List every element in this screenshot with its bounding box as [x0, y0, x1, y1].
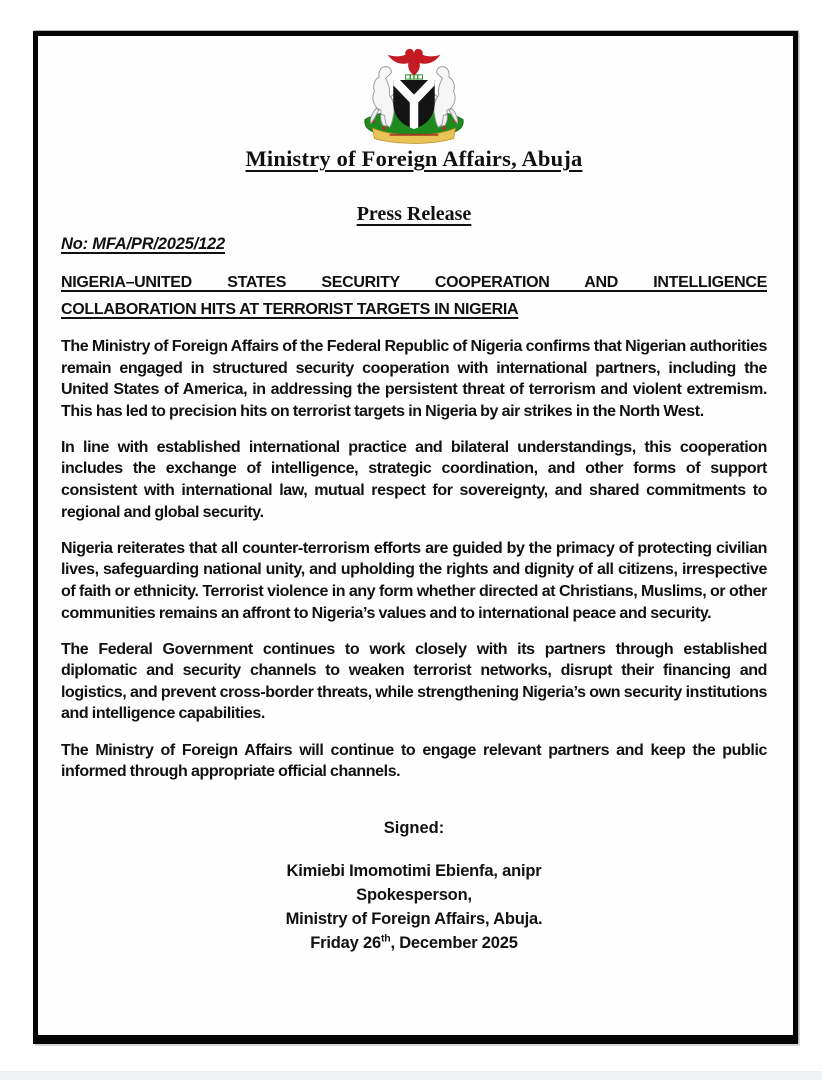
press-release-frame — [33, 31, 798, 1044]
paragraph-3: Nigeria reiterates that all counter-terrorism efforts are guided by the primacy of protecting civilian lives, safeguarding national unity, and upholding the rights and dignity of all citizens, irrespective of faith or ethnicity. Terrorist violence in any form whether directed at Christians, Muslims, or other communities remains an affront to Nigeria’s values and to international peace and security. — [61, 539, 767, 622]
headline-line-1: NIGERIA–UNITED STATES SECURITY COOPERATION AND INTELLIGENCE — [61, 274, 767, 291]
page-title: Ministry of Foreign Affairs, Abuja — [245, 146, 583, 171]
reference-number: No: MFA/PR/2025/122 — [61, 235, 226, 253]
paragraph-2: In line with established international practice and bilateral understandings, this cooperation includes the exchange of intelligence, strategic coordination, and other forms of support consistent with international law, mutual respect for sovereignty, and shared commitments to regional and global security. — [61, 438, 767, 521]
signature-block — [61, 859, 767, 955]
release-date-ordinal: th — [380, 932, 391, 945]
release-date-prefix: Friday 26 — [310, 933, 381, 952]
paragraph-4: The Federal Government continues to work closely with its partners through established diplomatic and security channels to weaken terrorist networks, disrupt their financing and logistics, and prevent cross-border threats, while strengthening Nigeria’s own security institutions and intelligence capabilities. — [61, 640, 767, 723]
paragraph-5: The Ministry of Foreign Affairs will continue to engage relevant partners and keep the public informed through appropriate official channels. — [61, 741, 767, 781]
headline-line-2: COLLABORATION HITS AT TERRORIST TARGETS IN NIGERIA — [61, 301, 519, 318]
press-release-heading: Press Release — [356, 203, 472, 225]
release-date-suffix: , December 2025 — [390, 933, 518, 952]
photo-bottom-edge — [0, 1071, 822, 1080]
crest-wrap — [61, 48, 767, 146]
headline — [61, 269, 767, 323]
release-date — [61, 931, 767, 955]
body-copy — [61, 336, 767, 783]
signatory-organization: Ministry of Foreign Affairs, Abuja. — [285, 909, 543, 928]
nigeria-coat-of-arms-icon — [345, 48, 483, 146]
signatory-name: Kimiebi Imomotimi Ebienfa, anipr — [286, 861, 542, 880]
signatory-role: Spokesperson, — [356, 885, 472, 904]
paragraph-1: The Ministry of Foreign Affairs of the Federal Republic of Nigeria confirms that Nigerian authorities remain engaged in structured security cooperation with international partners, including the United States of America, in addressing the persistent threat of terrorism and violent extremism. This has led to precision hits on terrorist targets in Nigeria by air strikes in the North West. — [61, 338, 767, 420]
signed-label: Signed: — [383, 818, 445, 837]
